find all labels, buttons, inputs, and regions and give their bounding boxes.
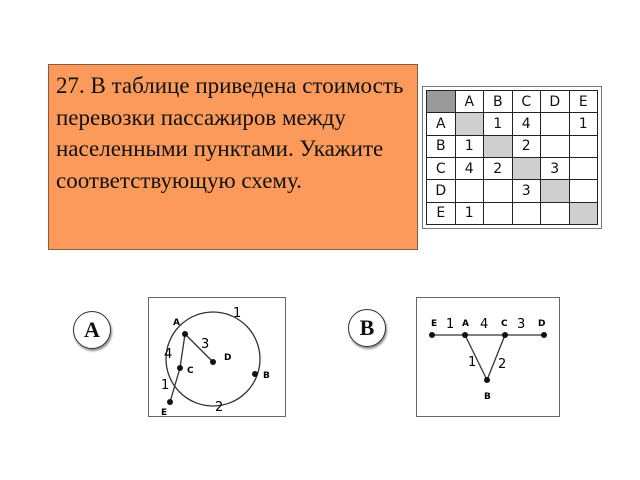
table-header-cell: D bbox=[541, 91, 570, 113]
table-header-cell: B bbox=[484, 91, 513, 113]
cost-table-grid bbox=[426, 90, 598, 225]
option-a-edge-c-e bbox=[170, 368, 180, 402]
table-row-label: D bbox=[427, 180, 456, 202]
option-a-node-a bbox=[182, 331, 188, 337]
option-a-graph bbox=[149, 298, 285, 416]
option-b-label-a: A bbox=[462, 319, 469, 329]
option-b-weight-a-c: 4 bbox=[480, 317, 489, 332]
option-a-label-c: C bbox=[187, 366, 194, 376]
table-row bbox=[427, 157, 598, 179]
option-a-diagram[interactable] bbox=[148, 297, 286, 417]
option-b-label-e: E bbox=[431, 319, 438, 329]
table-row bbox=[427, 180, 598, 202]
option-b-weight-c-b: 2 bbox=[498, 357, 507, 372]
option-a-button[interactable]: A bbox=[73, 311, 111, 349]
table-cell: 1 bbox=[569, 113, 598, 135]
option-a-node-c bbox=[177, 365, 183, 371]
table-cell bbox=[512, 157, 541, 179]
table-cell bbox=[541, 113, 570, 135]
table-cell bbox=[455, 113, 484, 135]
option-a-weight-circle-bottom: 2 bbox=[215, 400, 224, 415]
option-a-node-d bbox=[210, 359, 216, 365]
table-corner-cell bbox=[427, 91, 456, 113]
table-cell: 4 bbox=[512, 113, 541, 135]
table-row bbox=[427, 202, 598, 224]
option-a-weight-a-d: 3 bbox=[201, 337, 210, 352]
table-cell bbox=[569, 157, 598, 179]
option-b-weight-e-a: 1 bbox=[446, 317, 455, 332]
table-cell bbox=[541, 202, 570, 224]
option-a-weight-c-e: 1 bbox=[161, 378, 170, 393]
option-b-node-b bbox=[484, 377, 490, 383]
table-cell bbox=[512, 202, 541, 224]
table-cell bbox=[569, 180, 598, 202]
option-a-weight-circle-top: 1 bbox=[233, 306, 242, 321]
option-a-label-b: B bbox=[263, 371, 270, 381]
table-cell: 3 bbox=[512, 180, 541, 202]
option-b-weight-a-b: 1 bbox=[468, 355, 477, 370]
option-b-weight-c-d: 3 bbox=[517, 317, 526, 332]
table-row bbox=[427, 113, 598, 135]
table-row bbox=[427, 135, 598, 157]
option-a-label-e: E bbox=[161, 408, 168, 416]
option-b-node-c bbox=[502, 332, 508, 338]
table-cell bbox=[484, 135, 513, 157]
option-b-node-e bbox=[429, 332, 435, 338]
option-a-label-d: D bbox=[224, 353, 232, 363]
option-b-label-d: D bbox=[538, 319, 546, 329]
table-cell: 2 bbox=[484, 157, 513, 179]
table-cell bbox=[484, 180, 513, 202]
table-row-label: E bbox=[427, 202, 456, 224]
table-header-row bbox=[427, 91, 598, 113]
table-cell bbox=[569, 202, 598, 224]
option-b-button[interactable]: B bbox=[348, 309, 386, 347]
option-b-node-d bbox=[541, 332, 547, 338]
option-b-diagram[interactable] bbox=[416, 297, 560, 417]
table-header-cell: E bbox=[569, 91, 598, 113]
cost-table bbox=[422, 86, 602, 229]
table-cell bbox=[541, 135, 570, 157]
option-b-label-c: C bbox=[501, 319, 508, 329]
table-header-cell: A bbox=[455, 91, 484, 113]
table-cell bbox=[541, 180, 570, 202]
table-cell bbox=[569, 135, 598, 157]
table-cell bbox=[455, 180, 484, 202]
table-cell: 1 bbox=[455, 202, 484, 224]
option-a-node-b bbox=[252, 371, 258, 377]
option-b-graph bbox=[417, 298, 559, 416]
table-row-label: C bbox=[427, 157, 456, 179]
table-cell: 4 bbox=[455, 157, 484, 179]
table-cell: 1 bbox=[455, 135, 484, 157]
table-cell bbox=[484, 202, 513, 224]
option-a-node-e bbox=[167, 399, 173, 405]
table-cell: 1 bbox=[484, 113, 513, 135]
question-text: 27. В таблице приведена стоимость перевозки пассажиров между населенными пунктами. Укажите соответствующую схему. bbox=[56, 73, 404, 193]
option-a-weight-a-c: 4 bbox=[164, 347, 173, 362]
option-b-node-a bbox=[462, 332, 468, 338]
option-a-edge-a-c bbox=[180, 334, 185, 368]
table-cell: 3 bbox=[541, 157, 570, 179]
table-row-label: B bbox=[427, 135, 456, 157]
table-cell: 2 bbox=[512, 135, 541, 157]
table-row-label: A bbox=[427, 113, 456, 135]
option-b-label-b: B bbox=[484, 392, 491, 402]
option-a-label-a: A bbox=[173, 318, 180, 328]
table-header-cell: C bbox=[512, 91, 541, 113]
